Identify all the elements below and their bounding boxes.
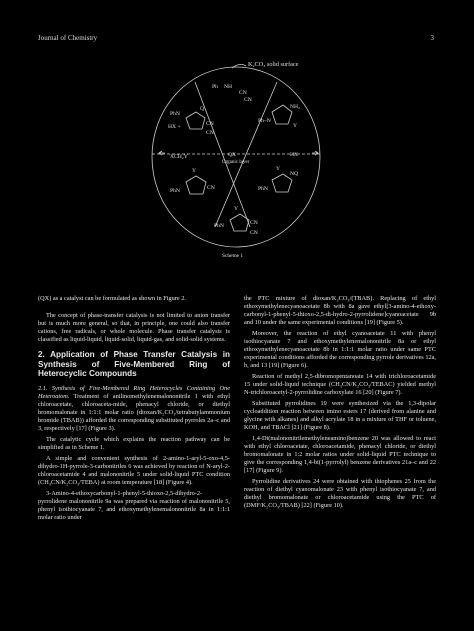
scheme-label: PhN (258, 186, 268, 192)
paragraph: A simple and convenient synthesis of 2-amino-1-aryl-5-oxo-4,5-dihydro-1H-pyrrole-3-carbonitriles 6 was achieved by reaction of N-aryl-2-chloroacetamide 4 and malononitrile 5 under solid-liquid PTC condition (CH₃CN/K₂CO₃/TEBA) at room temperature [18] (Figure 4). (38, 454, 230, 487)
paragraph: the PTC mixture of dioxan/K₂CO₃/(TBAB). Replacing of ethyl ethoxymethylenecyanoacetate 8b with 8a gave ethyl[3-amino-4-ethoxy-carbonyl-1-phenyl-5-thioxo-2,5-di-hydro-2-pyrrolidene]cyanoacetate 9b and 10 under the same experimental conditions [19] (Figure 5). (244, 295, 436, 327)
left-column (38, 295, 230, 525)
scheme-label: CN (244, 97, 252, 103)
scheme-label: CN (206, 121, 214, 127)
scheme-label: Y (293, 123, 298, 129)
paragraph: Substituted pyrrolidines 19 were synthesized via the 1,3-dipolar cycloaddition reaction between imino esters 17 (derived from alanine and glycine with alkanes) and alkyl acrylate 18 in a mixture of THF or toluene, KOH, and TBACl [21] (Figure 8). (244, 399, 436, 432)
scheme-label: Y (192, 168, 197, 174)
scheme-label: CN (206, 130, 214, 136)
scheme-label: NH₂ (290, 104, 301, 110)
scheme-label: HX (290, 152, 299, 158)
scheme-label: Q (200, 106, 205, 112)
scheme-label: PhN (214, 223, 224, 229)
scheme-label: CN (239, 90, 247, 96)
scheme-label: Ph–N (258, 118, 271, 124)
right-column (244, 295, 436, 513)
subsection-heading: 2.1. Synthesis of Five-Membered Ring Heterocycles Containing One Heteroatom. (38, 384, 230, 400)
scheme-label: Ph (212, 84, 218, 90)
scheme-label: NH (224, 84, 233, 90)
scheme-label: CN (250, 220, 258, 226)
section-heading: 2. Application of Phase Transfer Catalysis in Synthesis of Five-Membered Ring of Heterocyclic Compounds (38, 350, 230, 379)
journal-title: Journal of Chemistry (38, 34, 98, 42)
scheme-caption: Scheme 1 (222, 253, 244, 259)
scheme-label: Y (276, 166, 281, 172)
paragraph: 2.1. Synthesis of Five-Membered Ring Heterocycles Containing One Heteroatom. Treatment of anilinomethylenemalononitrile 1 with ethyl chloroacetate, chloroaceta-mide, phenacyl chloride, or diethyl bromomalonate in 1:1:1 molar ratio (dioxan/K₂CO₃/tetrabutylammonium bromide (TBAB)) afforded the corresponding substituted pyrroles 2a–c and 3, respectively [17] (Figure 3). (38, 384, 230, 433)
scheme-label: HX + (168, 124, 181, 130)
paragraph: The concept of phase-transfer catalysis is not limited to anion transfer but is much more general, so that, in principle, one could also transfer cations, free radicals, or whole molecule. Phase transfer catalysis is classified as liquid-liquid, liquid-solid, liquid-gas, and solid-solid systems. (38, 311, 230, 343)
scheme-label: Y (234, 206, 239, 212)
scheme-1-figure (0, 52, 474, 282)
paragraph: 3-Amino-4-ethoxycarbonyl-1-phenyl-5-thioxo-2,5-dihydro-2-pyrrolidene malononitrile 9a was prepared via reaction of malononitrile 5, phenyl isothiocyanate 7, and ethoxymethylenemalononitrile 8a in 1:1:1 molar ratio under (38, 489, 230, 522)
scheme-label: NQ (290, 171, 299, 177)
paragraph: Moreover, the reaction of ethyl cyanoacetate 11 with phenyl isothiocyanate 7 and ethoxymethylenemalononitrile 8a or ethyl ethoxymethylenecyanoacetate 8b in 1:1:1 molar ratio under same PTC experimental conditions afforded the corresponding pyrrole derivatives 12a, b, and 13 [19] (Figure 6). (244, 329, 436, 370)
paragraph: Reaction of methyl 2,5-dibromopentanoate 14 with trichloroacetamide 15 under solid-liquid technique (CH₃CN/K₂CO₃/TEBAC) yielded methyl N-trichloroacetyl-2-pyrrolidine carboxylate 16 [20] (Figure 7). (244, 373, 436, 397)
paragraph: The catalytic cycle which explains the reaction pathway can be simplified as in Scheme 1. (38, 436, 230, 452)
paragraph: (QX) as a catalyst can be formulated as shown in Figure 2. (38, 295, 186, 302)
scheme-label: PhN (170, 111, 180, 117)
scheme-label: QX (228, 152, 237, 158)
surface-label: K₂CO₃ solid surface (248, 61, 299, 68)
scheme-label: XCH₂Y (170, 154, 188, 160)
page-number: 3 (430, 34, 434, 42)
scheme-label: CN (250, 230, 258, 236)
organic-layer-label: Organic layer (222, 160, 250, 165)
scheme-label: PhN (170, 188, 180, 194)
paragraph: Pyrrolidine derivatives 24 were obtained with thiophenes 25 from the reaction of diethyl cyanomalonate 23 with phenyl isothiocyanate 7, and diethyl bromomalonate or chloroacetamide using the PTC of (DMF/K₂CO₃/TBAB) [22] (Figure 10). (244, 477, 436, 510)
paragraph: 1,4-Di(malononitrilemethyleneamino)benzene 20 was allowed to react with ethyl chloroacetate, chloroacetamide, phenacyl chloride, or diethyl bromomalonate in 1:2 molar ratios under solid-liquid PTC technique to give the corresponding 1,4-bi(1-pyrrolyl) benzene derivatives 21a–c and 22 [17] (Figure 9). (244, 434, 436, 475)
scheme-label: CN (207, 185, 215, 191)
